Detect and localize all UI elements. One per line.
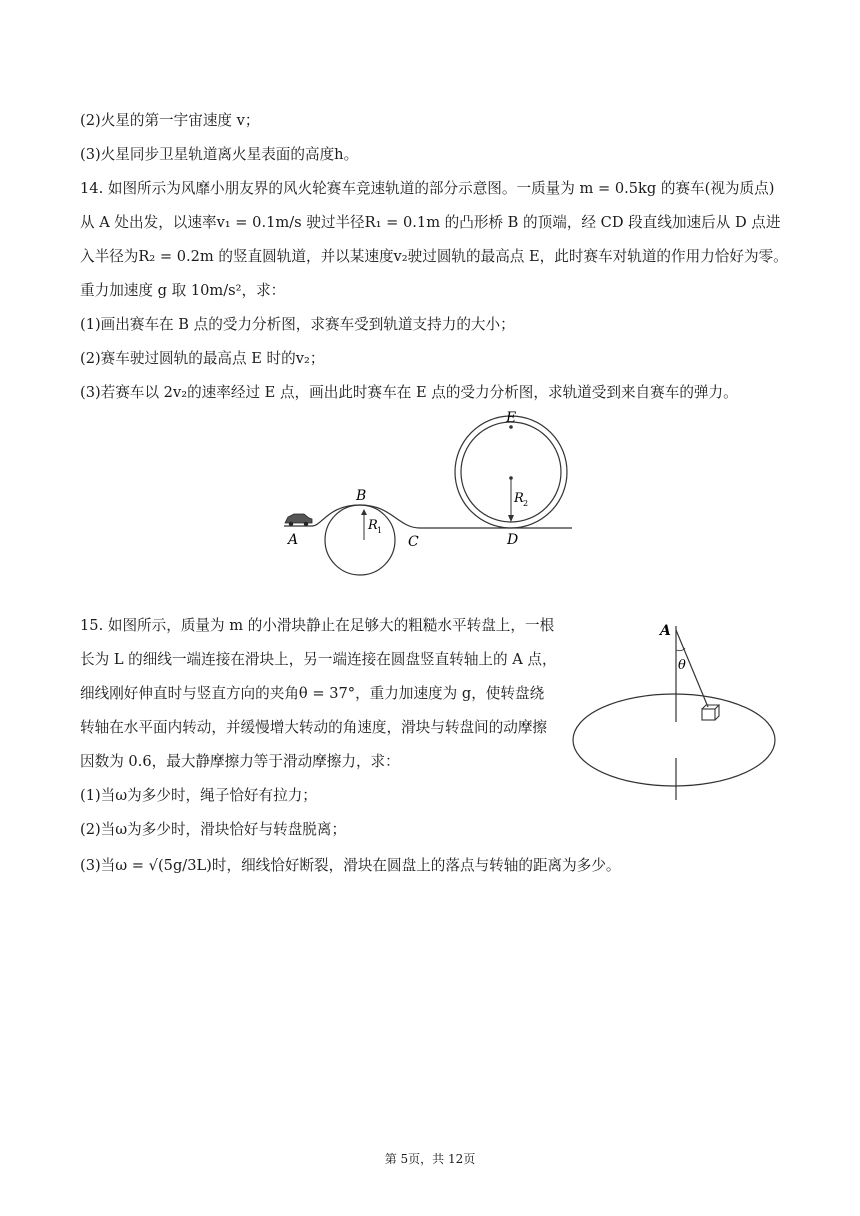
slider-block <box>702 705 719 720</box>
q15-part1: (1)当ω为多少时，绳子恰好有拉力； <box>80 787 317 804</box>
q14-stem-line1: 14. 如图所示为风靡小朋友界的风火轮赛车竞速轨道的部分示意图。一质量为 m = 0.5kg 的赛车(视为质点) <box>80 180 775 197</box>
q13-part3: (3)火星同步卫星轨道离火星表面的高度h。 <box>80 146 359 163</box>
turntable-disk <box>573 694 775 786</box>
q15-stem-line5: 因数为 0.6，最大静摩擦力等于滑动摩擦力，求： <box>80 753 400 770</box>
label-r1-sub: 1 <box>377 526 383 535</box>
label-c: C <box>408 534 419 550</box>
q14-stem-line4: 重力加速度 g 取 10m/s²，求： <box>80 282 286 299</box>
label-r2: R <box>514 491 524 506</box>
label-e: E <box>506 410 517 426</box>
label-d: D <box>507 532 519 548</box>
q15-stem-line3: 细线刚好伸直时与竖直方向的夹角θ = 37°，重力加速度为 g，使转盘绕 <box>80 685 545 702</box>
label-r1: R <box>368 518 378 533</box>
page-footer: 第 5页，共 12页 <box>384 1152 476 1166</box>
label-r2-sub: 2 <box>523 499 529 508</box>
q14-stem-line2: 从 A 处出发，以速率v₁ = 0.1m/s 驶过半径R₁ = 0.1m 的凸形桥 B 的顶端，经 CD 段直线加速后从 D 点进 <box>80 214 781 231</box>
q15-stem-line2: 长为 L 的细线一端连接在滑块上，另一端连接在圆盘竖直转轴上的 A 点， <box>80 651 557 668</box>
label-a: A <box>288 532 299 548</box>
q15-stem-line1: 15. 如图所示，质量为 m 的小滑块静止在足够大的粗糙水平转盘上，一根 <box>80 617 555 634</box>
q14-stem-line3: 入半径为R₂ = 0.2m 的竖直圆轨道，并以某速度v₂驶过圆轨的最高点 E，此时赛车对轨道的作用力恰好为零。 <box>80 248 788 265</box>
race-track-figure <box>280 405 580 585</box>
label-b: B <box>356 488 367 504</box>
label-a2: A <box>660 623 671 639</box>
q14-part3: (3)若赛车以 2v₂的速率经过 E 点，画出此时赛车在 E 点的受力分析图，求轨道受到来自赛车的弹力。 <box>80 384 738 401</box>
q15-stem-line4: 转轴在水平面内转动，并缓慢增大转动的角速度，滑块与转盘间的动摩擦 <box>80 719 548 736</box>
bridge-circle <box>325 505 395 575</box>
label-theta: θ <box>678 658 686 673</box>
q13-part2: (2)火星的第一宇宙速度 v； <box>80 112 260 129</box>
q14-part1: (1)画出赛车在 B 点的受力分析图，求赛车受到轨道支持力的大小； <box>80 316 515 333</box>
turntable-figure <box>568 612 788 807</box>
q14-part2: (2)赛车驶过圆轨的最高点 E 时的v₂； <box>80 350 325 367</box>
q15-part3: (3)当ω = √(5g/3L)时，细线恰好断裂，滑块在圆盘上的落点与转轴的距离为多少。 <box>80 857 621 874</box>
q15-part2: (2)当ω为多少时，滑块恰好与转盘脱离； <box>80 821 347 838</box>
car-icon <box>285 514 312 526</box>
